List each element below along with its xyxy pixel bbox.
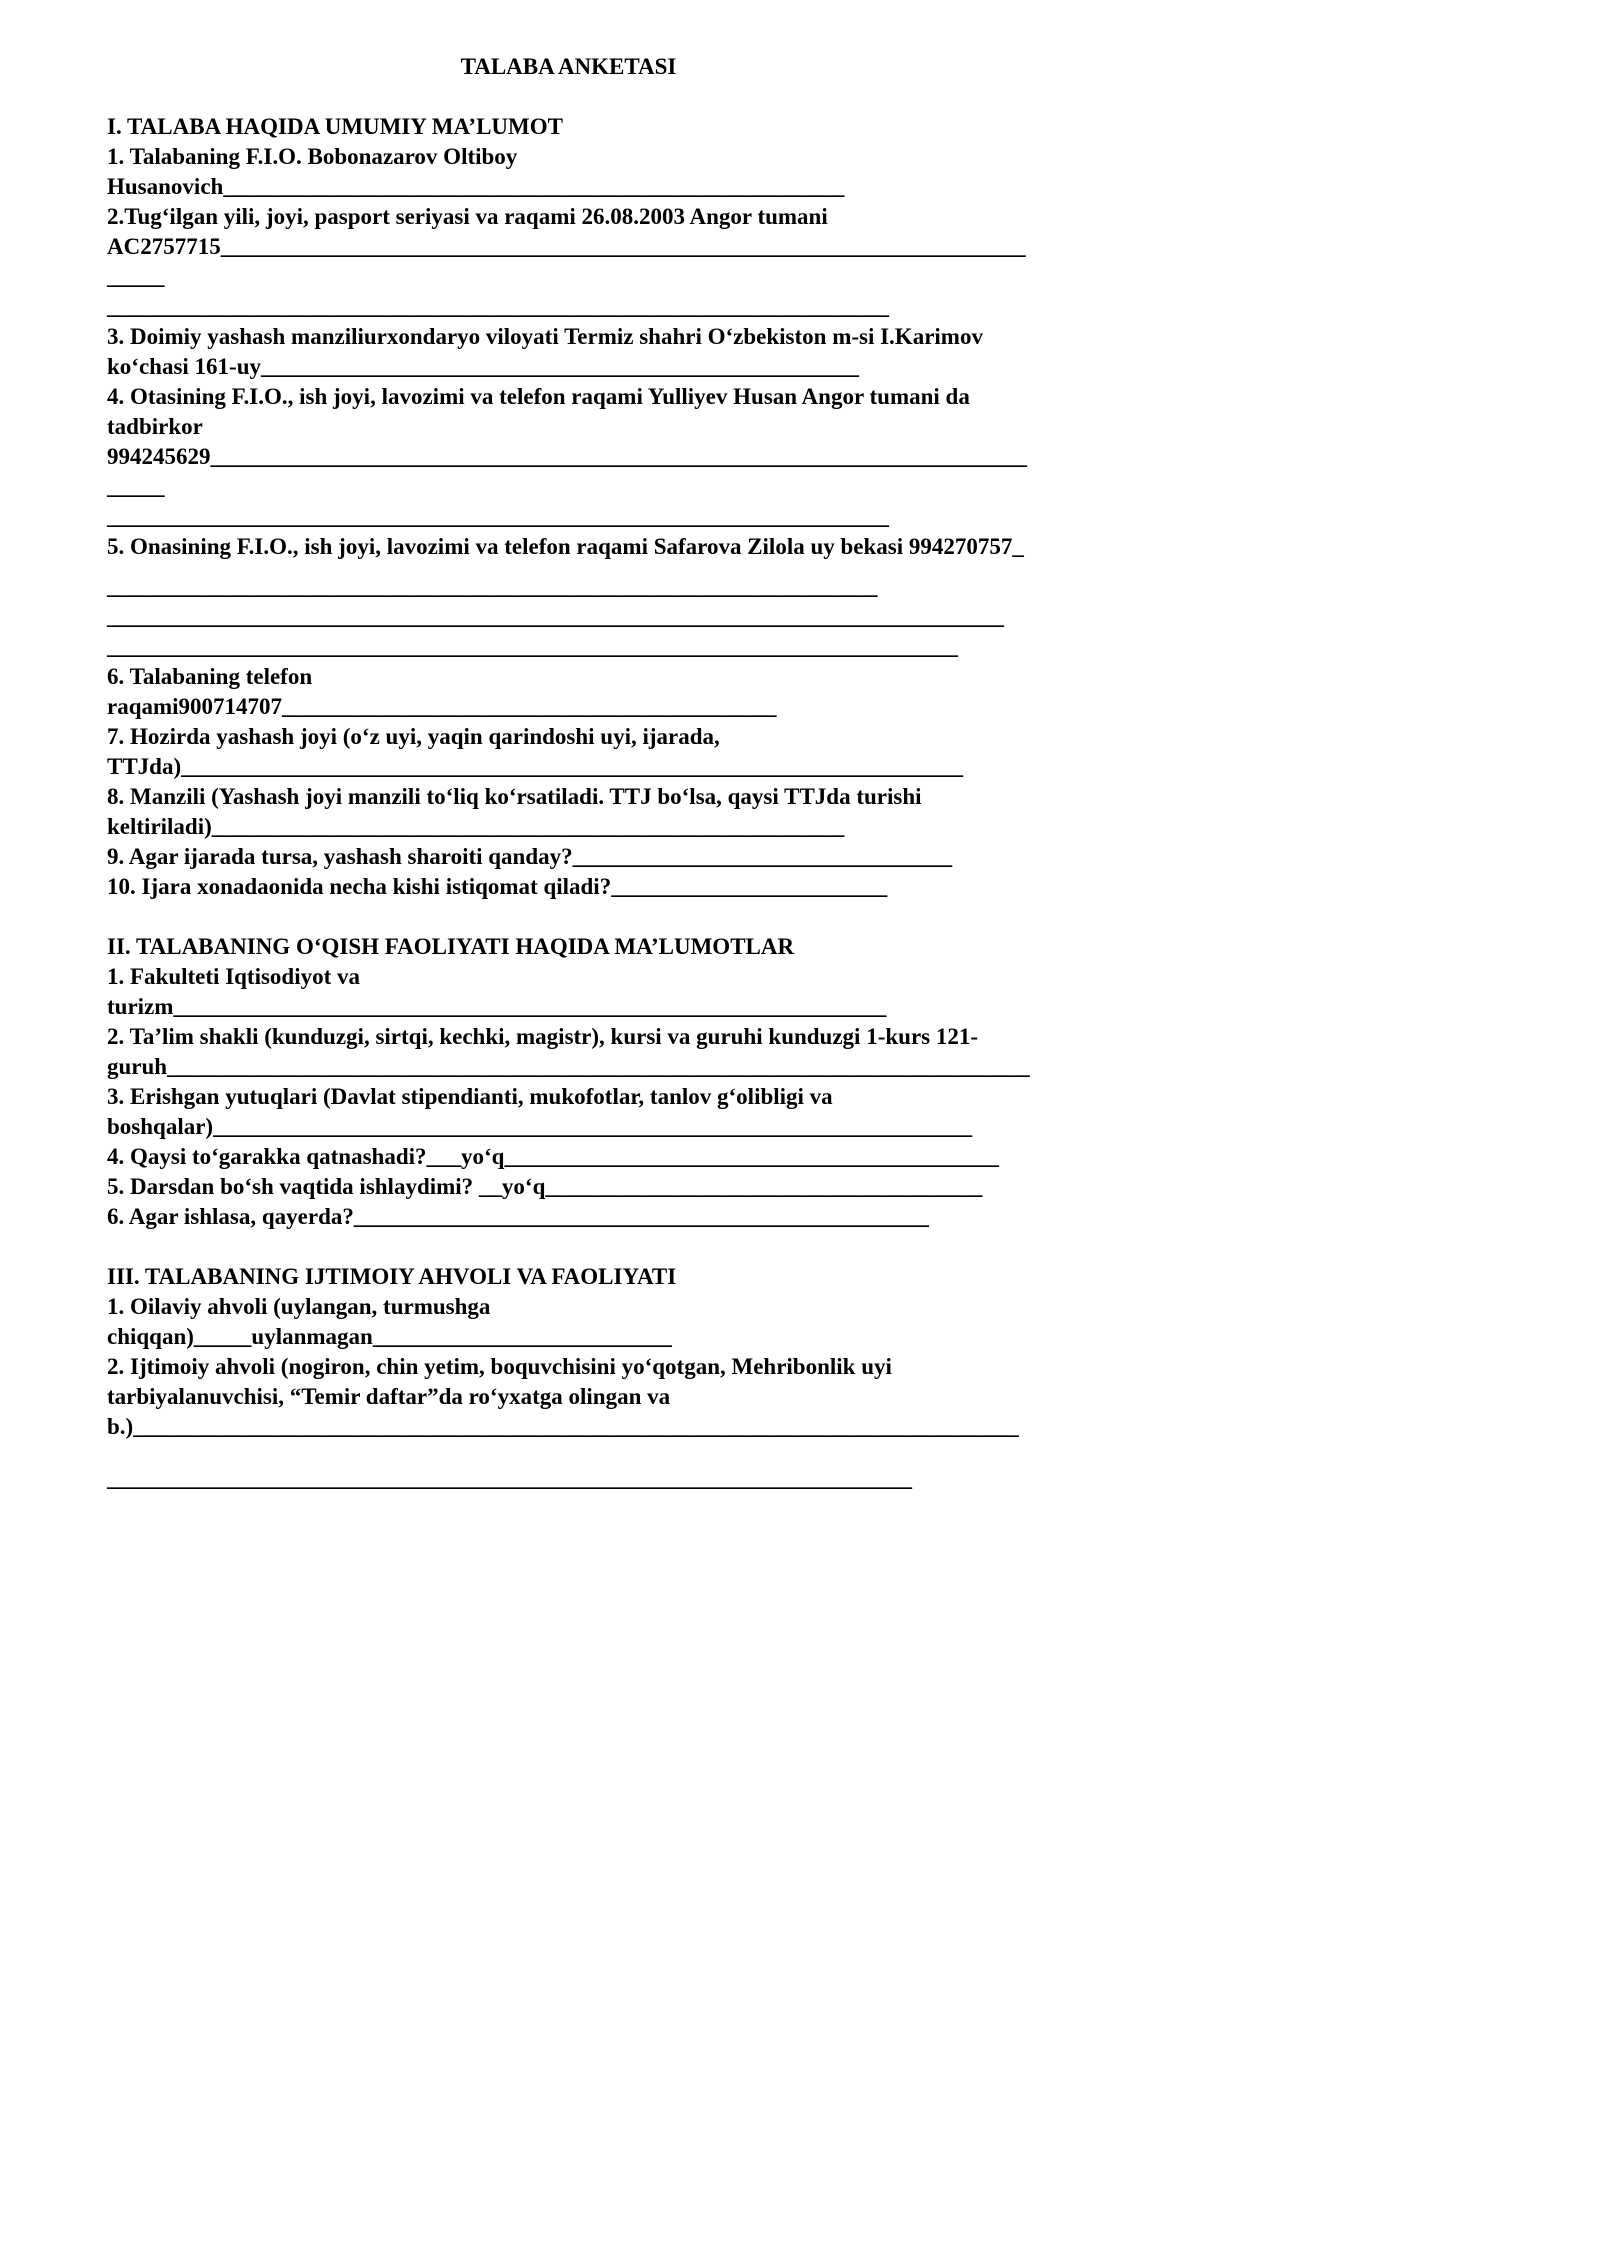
form-line: chiqqan)_____uylanmagan__________________________: [107, 1324, 672, 1349]
form-line: 1. Talabaning F.I.O. Bobonazarov Oltiboy: [107, 144, 518, 169]
form-line: ___________________________________________________________________: [107, 574, 878, 599]
form-line: _____: [107, 474, 165, 499]
form-line: 10. Ijara xonadaonida necha kishi istiqomat qiladi?________________________: [107, 874, 888, 899]
form-line: 3. Doimiy yashash manziliurxondaryo viloyati Termiz shahri O‘zbekiston m-si I.Karimov: [107, 324, 983, 349]
form-line: tarbiyalanuvchisi, “Temir daftar”da ro‘yxatga olingan va: [107, 1384, 671, 1409]
form-line: 1. Oilaviy ahvoli (uylangan, turmushga: [107, 1294, 491, 1319]
spacer-line: [107, 902, 1030, 932]
form-line: AC2757715______________________________________________________________________: [107, 234, 1026, 259]
form-line: _____: [107, 264, 165, 289]
section-heading: II. TALABANING O‘QISH FAOLIYATI HAQIDA MA’LUMOTLAR: [107, 934, 795, 959]
form-line: ____________________________________________________________________: [107, 294, 889, 319]
section-heading: I. TALABA HAQIDA UMUMIY MA’LUMOT: [107, 114, 563, 139]
form-line: tadbirkor: [107, 414, 203, 439]
form-line: 9. Agar ijarada tursa, yashash sharoiti qanday?_________________________________: [107, 844, 953, 869]
form-line: 4. Otasining F.I.O., ish joyi, lavozimi va telefon raqami Yulliyev Husan Angor tumani da: [107, 384, 970, 409]
form-line: __________________________________________________________________________: [107, 634, 958, 659]
form-line: Husanovich______________________________________________________: [107, 174, 845, 199]
form-line: ____________________________________________________________________: [107, 504, 889, 529]
spacer-line: [107, 82, 1030, 112]
spacer-line: [107, 562, 1030, 572]
form-line: guruh___________________________________________________________________________: [107, 1054, 1030, 1079]
form-line: ______________________________________________________________________: [107, 1466, 912, 1491]
form-line: boshqalar)__________________________________________________________________: [107, 1114, 973, 1139]
form-line: keltiriladi)_______________________________________________________: [107, 814, 845, 839]
form-line: 994245629_______________________________________________________________________: [107, 444, 1027, 469]
form-line: ______________________________________________________________________________: [107, 604, 1004, 629]
document-title: TALABA ANKETASI: [460, 54, 677, 79]
form-line: 5. Darsdan bo‘sh vaqtida ishlaydimi? __yo‘q______________________________________: [107, 1174, 983, 1199]
form-line: 5. Onasining F.I.O., ish joyi, lavozimi va telefon raqami Safarova Zilola uy bekasi 994270757_: [107, 534, 1024, 559]
form-line: 6. Talabaning telefon: [107, 664, 313, 689]
form-line: 4. Qaysi to‘garakka qatnashadi?___yo‘q___________________________________________: [107, 1144, 999, 1169]
form-line: 2.Tug‘ilgan yili, joyi, pasport seriyasi va raqami 26.08.2003 Angor tumani: [107, 204, 828, 229]
spacer-line: [107, 1442, 1030, 1464]
form-line: TTJda)____________________________________________________________________: [107, 754, 964, 779]
form-line: 2. Ta’lim shakli (kunduzgi, sirtqi, kechki, magistr), kursi va guruhi kunduzgi 1-kurs 121-: [107, 1024, 979, 1049]
spacer-line: [107, 1232, 1030, 1262]
form-line: 8. Manzili (Yashash joyi manzili to‘liq ko‘rsatiladi. TTJ bo‘lsa, qaysi TTJda turishi: [107, 784, 922, 809]
document-content: [107, 52, 1030, 1494]
form-line: 6. Agar ishlasa, qayerda?__________________________________________________: [107, 1204, 929, 1229]
form-line: 3. Erishgan yutuqlari (Davlat stipendianti, mukofotlar, tanlov g‘olibligi va: [107, 1084, 833, 1109]
form-line: raqami900714707___________________________________________: [107, 694, 777, 719]
form-line: b.)_____________________________________________________________________________: [107, 1414, 1019, 1439]
form-line: ko‘chasi 161-uy____________________________________________________: [107, 354, 859, 379]
form-line: 1. Fakulteti Iqtisodiyot va: [107, 964, 361, 989]
form-line: 7. Hozirda yashash joyi (o‘z uyi, yaqin qarindoshi uyi, ijarada,: [107, 724, 720, 749]
form-line: turizm______________________________________________________________: [107, 994, 887, 1019]
form-line: 2. Ijtimoiy ahvoli (nogiron, chin yetim, boquvchisini yo‘qotgan, Mehribonlik uyi: [107, 1354, 892, 1379]
section-heading: III. TALABANING IJTIMOIY AHVOLI VA FAOLIYATI: [107, 1264, 677, 1289]
